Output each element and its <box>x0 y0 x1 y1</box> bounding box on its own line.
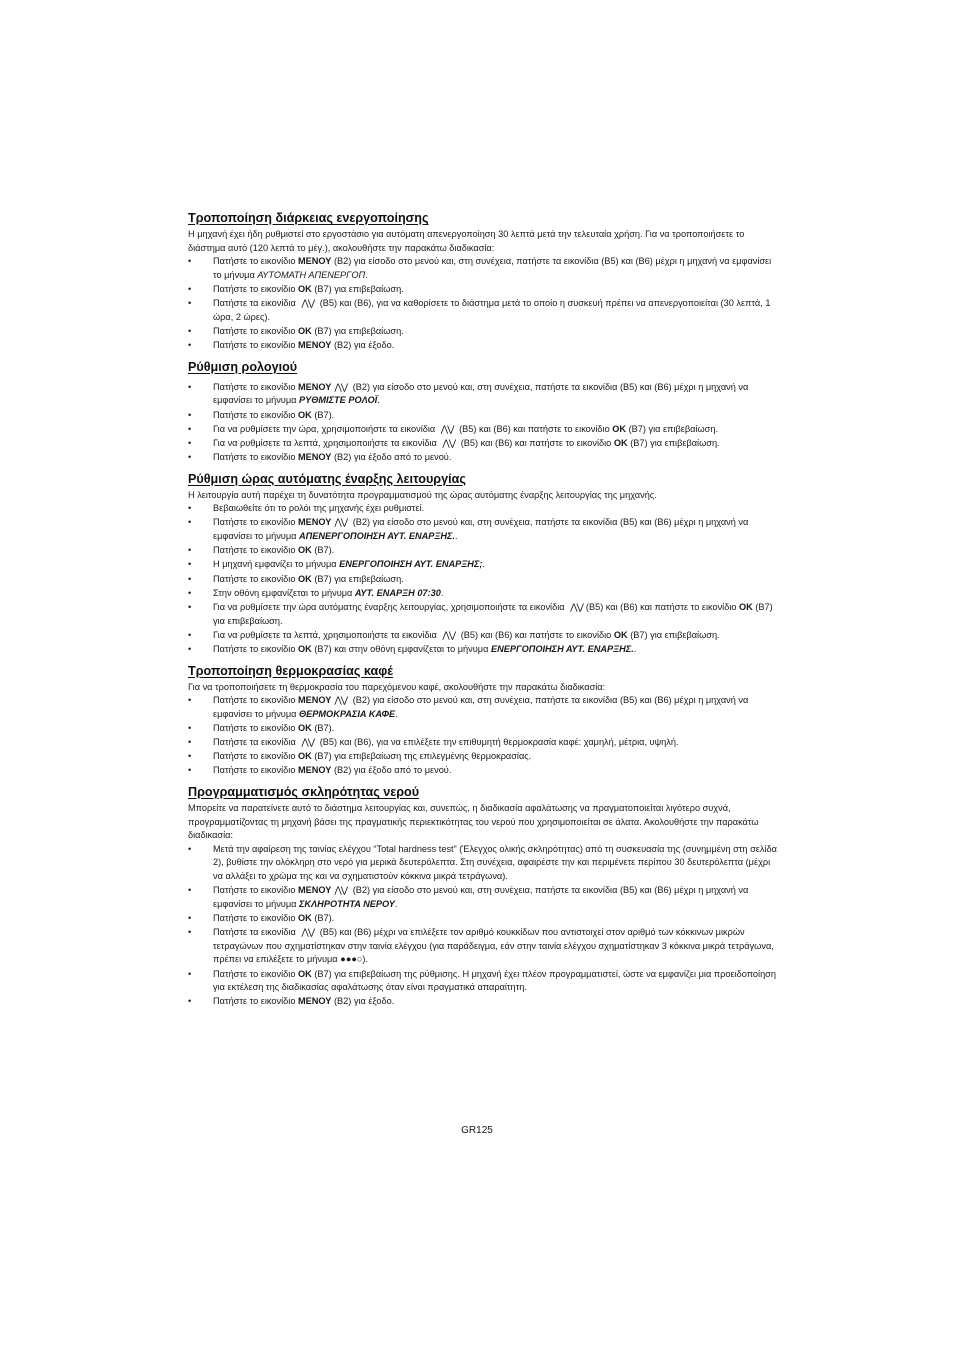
button-name: OK <box>297 545 312 556</box>
list-item <box>188 573 782 587</box>
item-text: (B2) για είσοδο στο μενού και, στη συνέχεια, πατήστε τα εικονίδια <box>350 517 620 528</box>
item-text: Πατήστε το εικονίδιο <box>213 340 298 351</box>
document-body <box>188 210 782 1015</box>
item-text: Πατήστε το εικονίδιο <box>213 695 298 706</box>
bullet-icon: • <box>188 452 192 463</box>
section-title: Προγραμματισμός σκληρότητας νερού <box>188 785 420 800</box>
display-message: ΕΝΕΡΓΟΠΟΙΗΣΗ ΑΥΤ. ΕΝΑΡΞΗΣ. <box>490 643 634 654</box>
bullet-icon: • <box>188 996 192 1007</box>
bullet-icon: • <box>188 927 192 938</box>
bullet-icon: • <box>188 843 192 854</box>
bullet-icon: • <box>188 737 192 748</box>
bullet-icon: • <box>188 545 192 556</box>
up-down-arrows-icon: ⋀⋁ <box>440 423 454 434</box>
list-item <box>188 643 782 657</box>
bullet-icon: • <box>188 325 192 336</box>
section <box>188 663 782 779</box>
item-text: Πατήστε το εικονίδιο <box>213 573 298 584</box>
instruction-list <box>188 255 782 353</box>
list-item <box>188 587 782 601</box>
up-down-arrows-icon: ⋀⋁ <box>301 737 315 748</box>
section <box>188 471 782 657</box>
button-name: ΜΕΝΟΥ <box>297 695 332 706</box>
item-text: (B7) για επιβεβαίωση της επιλεγμένης θερμοκρασίας. <box>311 751 532 762</box>
section <box>188 210 782 353</box>
up-down-arrows-icon: ⋀⋁ <box>301 927 315 938</box>
button-name: OK <box>297 968 312 979</box>
list-item <box>188 926 782 967</box>
bullet-icon: • <box>188 913 192 923</box>
list-item <box>188 694 782 721</box>
bullet-icon: • <box>188 503 192 514</box>
section <box>188 359 782 465</box>
item-text: (B2) για είσοδο στο μενού και, στη συνέχεια, πατήστε τα εικονίδια <box>350 381 620 392</box>
button-name: OK <box>297 283 312 294</box>
item-text: (B7). <box>311 913 335 923</box>
item-text: (B5) και (B6) και πατήστε το εικονίδιο <box>585 601 740 612</box>
item-text: (B7). <box>311 722 335 733</box>
up-down-arrows-icon: ⋀⋁ <box>334 695 348 706</box>
item-text: Πατήστε το εικονίδιο <box>213 885 298 896</box>
bullet-icon: • <box>188 695 192 706</box>
section-intro: Η λειτουργία αυτή παρέχει τη δυνατότητα προγραμματισμού της ώρας αυτόματης έναρξης λειτουργίας της μηχανής. <box>188 489 657 500</box>
instruction-list <box>188 694 782 778</box>
item-text: (B2) για έξοδο από το μενού. <box>331 452 452 463</box>
button-name: ΜΕΝΟΥ <box>297 256 332 267</box>
item-text: (B7). <box>311 409 335 420</box>
item-text: Βεβαιωθείτε ότι το ρολόι της μηχανής έχει ρυθμιστεί. <box>213 503 425 514</box>
item-text: (B2) για έξοδο. <box>331 340 395 351</box>
button-name: OK <box>739 601 753 612</box>
list-item <box>188 912 782 926</box>
item-text: (B2) για έξοδο από το μενού. <box>331 765 452 776</box>
item-text: Πατήστε το εικονίδιο <box>213 996 298 1007</box>
display-message: ΡΥΘΜΙΣΤΕ ΡΟΛΟΪ <box>299 395 378 406</box>
bullet-icon: • <box>188 573 192 584</box>
bullet-icon: • <box>188 587 192 598</box>
up-down-arrows-icon: ⋀⋁ <box>334 885 348 896</box>
up-down-arrows-icon: ⋀⋁ <box>442 629 456 640</box>
up-down-arrows-icon: ⋀⋁ <box>570 601 583 612</box>
list-item <box>188 409 782 423</box>
item-text: Για να ρυθμίσετε την ώρα αυτόματης έναρξης λειτουργίας, χρησιμοποιήστε τα εικονίδια <box>213 601 568 612</box>
list-item <box>188 255 782 282</box>
item-text: Πατήστε το εικονίδιο <box>213 913 298 923</box>
item-text: (B5) και (B6) μέχρι η μηχανή να εμφανίσει το μήνυμα <box>213 381 749 406</box>
item-text: Πατήστε το εικονίδιο <box>213 452 298 463</box>
item-text: (B5) και (B6) και πατήστε το εικονίδιο <box>458 437 614 448</box>
item-text: Πατήστε τα εικονίδια <box>213 298 299 309</box>
button-name: ΜΕΝΟΥ <box>297 452 332 463</box>
list-item <box>188 968 782 995</box>
display-message: ΑΠΕΝΕΡΓΟΠΟΙΗΣΗ ΑΥΤ. ΕΝΑΡΞΗΣ. <box>299 531 456 542</box>
item-text: . <box>440 587 444 598</box>
item-text: Πατήστε το εικονίδιο <box>213 765 298 776</box>
button-name: OK <box>613 629 628 640</box>
bullet-icon: • <box>188 968 192 979</box>
button-name: OK <box>297 722 312 733</box>
item-text: (B5) και (B6) και πατήστε το εικονίδιο <box>456 423 613 434</box>
item-text: Η μηχανή εμφανίζει το μήνυμα <box>213 559 340 570</box>
bullet-icon: • <box>188 629 192 640</box>
item-text: (B7) για επιβεβαίωση. <box>213 601 773 626</box>
list-item <box>188 722 782 736</box>
item-text: . <box>482 559 485 570</box>
list-item <box>188 558 782 572</box>
button-name: ΜΕΝΟΥ <box>297 765 332 776</box>
item-text: (B7) για επιβεβαίωση. <box>627 629 720 640</box>
bullet-icon: • <box>188 559 192 570</box>
button-name: OK <box>297 573 312 584</box>
item-text: Πατήστε το εικονίδιο <box>213 545 298 556</box>
list-item <box>188 884 782 911</box>
section-title: Τροποποίηση διάρκειας ενεργοποίησης <box>188 211 429 225</box>
item-text: (B7) και στην οθόνη εμφανίζεται το μήνυμα <box>311 643 491 654</box>
bullet-icon: • <box>188 885 192 896</box>
list-item <box>188 297 782 324</box>
item-text: Για να ρυθμίσετε την ώρα, χρησιμοποιήστε τα εικονίδια <box>213 423 438 434</box>
bullet-icon: • <box>188 437 192 448</box>
bullet-icon: • <box>188 765 192 776</box>
section-intro: Για να τροποποιήσετε τη θερμοκρασία του παρεχόμενου καφέ, ακολουθήστε την παρακάτω διαδικασία: <box>188 681 606 692</box>
list-item <box>188 339 782 353</box>
section <box>188 784 782 1009</box>
instruction-list <box>188 843 782 1009</box>
section-intro: Η μηχανή έχει ήδη ρυθμιστεί στο εργοστάσιο για αυτόματη απενεργοποίηση 30 λεπτά μετά την τελευταία χρήση. Για να τροποποιήσετε το διάστημα αυτό (120 λεπτά το μέγ.), ακολουθήστε την παρακάτω διαδικασία: <box>188 229 745 253</box>
list-item <box>188 325 782 339</box>
list-item <box>188 283 782 297</box>
button-name: ΜΕΝΟΥ <box>297 340 332 351</box>
list-item <box>188 516 782 543</box>
item-text: (B7) για επιβεβαίωση. <box>311 325 404 336</box>
item-text: (B2) για έξοδο. <box>331 996 395 1007</box>
section-title: Ρύθμιση ρολογιού <box>188 359 298 374</box>
list-item <box>188 843 782 884</box>
item-text: (B5) και (B6) και πατήστε το εικονίδιο <box>458 629 614 640</box>
item-text: . <box>394 898 398 909</box>
list-item <box>188 750 782 764</box>
item-text: Πατήστε το εικονίδιο <box>213 256 298 267</box>
item-text: Πατήστε το εικονίδιο <box>213 381 298 392</box>
item-text: (B5) και (B6) μέχρι η μηχανή να εμφανίσει το μήνυμα <box>213 517 749 542</box>
button-name: OK <box>297 913 312 923</box>
list-item <box>188 381 782 408</box>
item-text: (B7) για επιβεβαίωση της ρύθμισης. Η μηχανή έχει πλέον προγραμματιστεί, ώστε να εμφανίζει μια προειδοποίηση για εκτέλεση της διαδικασίας αφαλάτωσης όταν είναι πραγματικά απαραίτητη. <box>213 968 776 993</box>
item-text: (B2) για είσοδο στο μενού και, στη συνέχεια, πατήστε τα εικονίδια <box>350 695 620 706</box>
bullet-icon: • <box>188 517 192 528</box>
button-name: ΜΕΝΟΥ <box>297 996 332 1007</box>
bullet-icon: • <box>188 751 192 762</box>
button-name: OK <box>612 423 627 434</box>
display-message: ΘΕΡΜΟΚΡΑΣΙΑ ΚΑΦΕ <box>299 708 396 719</box>
button-name: OK <box>297 409 312 420</box>
display-message: ΣΚΛΗΡΟΤΗΤΑ ΝΕΡΟΥ <box>299 898 395 909</box>
item-text: Πατήστε το εικονίδιο <box>213 325 298 336</box>
item-text: (B2) για είσοδο στο μενού και, στη συνέχεια, πατήστε τα εικονίδια (B5) και (B6) μέχρι η μηχανή να εμφανίσει το μήνυμα <box>213 256 772 280</box>
button-name: ΜΕΝΟΥ <box>297 885 332 896</box>
bullet-icon: • <box>188 256 192 267</box>
button-name: OK <box>613 437 628 448</box>
section-title: Τροποποίηση θερμοκρασίας καφέ <box>188 663 393 678</box>
item-text: Πατήστε το εικονίδιο <box>213 722 298 733</box>
bullet-icon: • <box>188 722 192 733</box>
item-text: . <box>633 643 637 654</box>
bullet-icon: • <box>188 381 192 392</box>
item-text: Πατήστε το εικονίδιο <box>213 283 298 294</box>
item-text: (B5) και (B6) μέχρι η μηχανή να εμφανίσει το μήνυμα <box>213 885 749 909</box>
list-item <box>188 451 782 465</box>
list-item <box>188 423 782 437</box>
item-text: Για να ρυθμίσετε τα λεπτά, χρησιμοποιήστε τα εικονίδια <box>213 437 440 448</box>
list-item <box>188 544 782 558</box>
display-message: ΕΝΕΡΓΟΠΟΙΗΣΗ ΑΥΤ. ΕΝΑΡΞΗΣ; <box>339 559 483 570</box>
list-item <box>188 764 782 778</box>
item-text: (B7) για επιβεβαίωση. <box>311 573 404 584</box>
item-text: Για να ρυθμίσετε τα λεπτά, χρησιμοποιήστε τα εικονίδια <box>213 629 440 640</box>
item-text: Πατήστε τα εικονίδια <box>213 737 299 748</box>
up-down-arrows-icon: ⋀⋁ <box>442 437 456 448</box>
button-name: OK <box>297 643 312 654</box>
item-text: Πατήστε το εικονίδιο <box>213 968 298 979</box>
item-text: . <box>365 269 368 280</box>
item-text: . <box>395 708 398 719</box>
section-intro: Μπορείτε να παρατείνετε αυτό το διάστημα λειτουργίας και, συνεπώς, η διαδικασία αφαλάτωσης να πραγματοποιείται λιγότερο συχνά, προγραμματίζοντας τη μηχανή βάσει της πραγματικής περιεκτικότητας του νερού που χρησιμοποιείται σε άλατα. Ακολουθήστε την παρακάτω διαδικασία: <box>188 803 759 841</box>
up-down-arrows-icon: ⋀⋁ <box>334 517 348 528</box>
item-text: (B7). <box>311 545 335 556</box>
item-text: Μετά την αφαίρεση της ταινίας ελέγχου “Total hardness test” (Έλεγχος ολικής σκληρότητας) από τη συσκευασία της (συνημμένη στη σελίδα 2), βυθίστε την ολόκληρη στο νερό για μερικά δευτερόλεπτα. Στη συνέχεια, αφαιρέστε την και περιμένετε περίπου 30 δευτερόλεπτα (μέχρι να αλλάξει το χρώμα της και να σχηματιστούν κόκκινα μικρά τετράγωνα). <box>213 843 777 882</box>
bullet-icon: • <box>188 298 192 309</box>
instruction-list <box>188 381 782 465</box>
item-text: (B5) και (B6) μέχρι να επιλέξετε τον αριθμό κουκκίδων που αντιστοιχεί στον αριθμό των κόκκινων μικρών τετραγώνων που σχηματίστηκαν στην ταινία ελέγχου (για παράδειγμα, εάν στην ταινία ελέγχου σχηματίστηκαν 3 κόκκινα μικρά τετράγωνα, πρέπει να επιλέξετε το μήνυμα ●●●○). <box>213 927 774 965</box>
button-name: ΜΕΝΟΥ <box>297 517 332 528</box>
list-item <box>188 601 782 628</box>
up-down-arrows-icon: ⋀⋁ <box>334 381 348 392</box>
item-text: (B5) και (B6), για να καθορίσετε το διάστημα μετά το οποίο η συσκευή πρέπει να απενεργοποιείται (30 λεπτά, 1 ώρα, 2 ώρες). <box>213 298 771 322</box>
list-item <box>188 629 782 643</box>
item-text: Πατήστε το εικονίδιο <box>213 517 298 528</box>
item-text: . <box>377 395 380 406</box>
item-text: (B7) για επιβεβαίωση. <box>626 423 718 434</box>
item-text: (B7) για επιβεβαίωση. <box>311 283 404 294</box>
list-item <box>188 736 782 750</box>
bullet-icon: • <box>188 283 192 294</box>
item-text: Στην οθόνη εμφανίζεται το μήνυμα <box>213 587 355 598</box>
list-item <box>188 502 782 516</box>
item-text: Πατήστε το εικονίδιο <box>213 643 298 654</box>
section-title: Ρύθμιση ώρας αυτόματης έναρξης λειτουργίας <box>188 471 466 486</box>
item-text: (B2) για είσοδο στο μενού και, στη συνέχεια, πατήστε τα εικονίδια <box>350 885 620 896</box>
item-text: Πατήστε το εικονίδιο <box>213 751 298 762</box>
list-item <box>188 437 782 451</box>
bullet-icon: • <box>188 423 192 434</box>
item-text: (B7) για επιβεβαίωση. <box>627 437 720 448</box>
instruction-list <box>188 502 782 656</box>
bullet-icon: • <box>188 643 192 654</box>
item-text: Πατήστε το εικονίδιο <box>213 409 298 420</box>
button-name: OK <box>297 325 312 336</box>
bullet-icon: • <box>188 340 192 351</box>
button-name: ΜΕΝΟΥ <box>297 381 332 392</box>
bullet-icon: • <box>188 601 192 612</box>
up-down-arrows-icon: ⋀⋁ <box>301 298 315 309</box>
button-name: OK <box>297 751 312 762</box>
item-text: (B5) και (B6), για να επιλέξετε την επιθυμητή θερμοκρασία καφέ: χαμηλή, μέτρια, υψηλή. <box>317 737 679 748</box>
item-text: Πατήστε τα εικονίδια <box>213 927 299 938</box>
item-text: (B5) και (B6) μέχρι η μηχανή να εμφανίσει το μήνυμα <box>213 695 749 719</box>
page-number: GR125 <box>461 1125 493 1136</box>
bullet-icon: • <box>188 409 192 420</box>
item-text: . <box>455 531 458 542</box>
display-message: ΑΥΤΟΜΑΤΗ ΑΠΕΝΕΡΓΟΠ <box>257 269 366 280</box>
display-message: ΑΥΤ. ΕΝΑΡΞΗ 07:30 <box>354 587 441 598</box>
list-item <box>188 995 782 1009</box>
